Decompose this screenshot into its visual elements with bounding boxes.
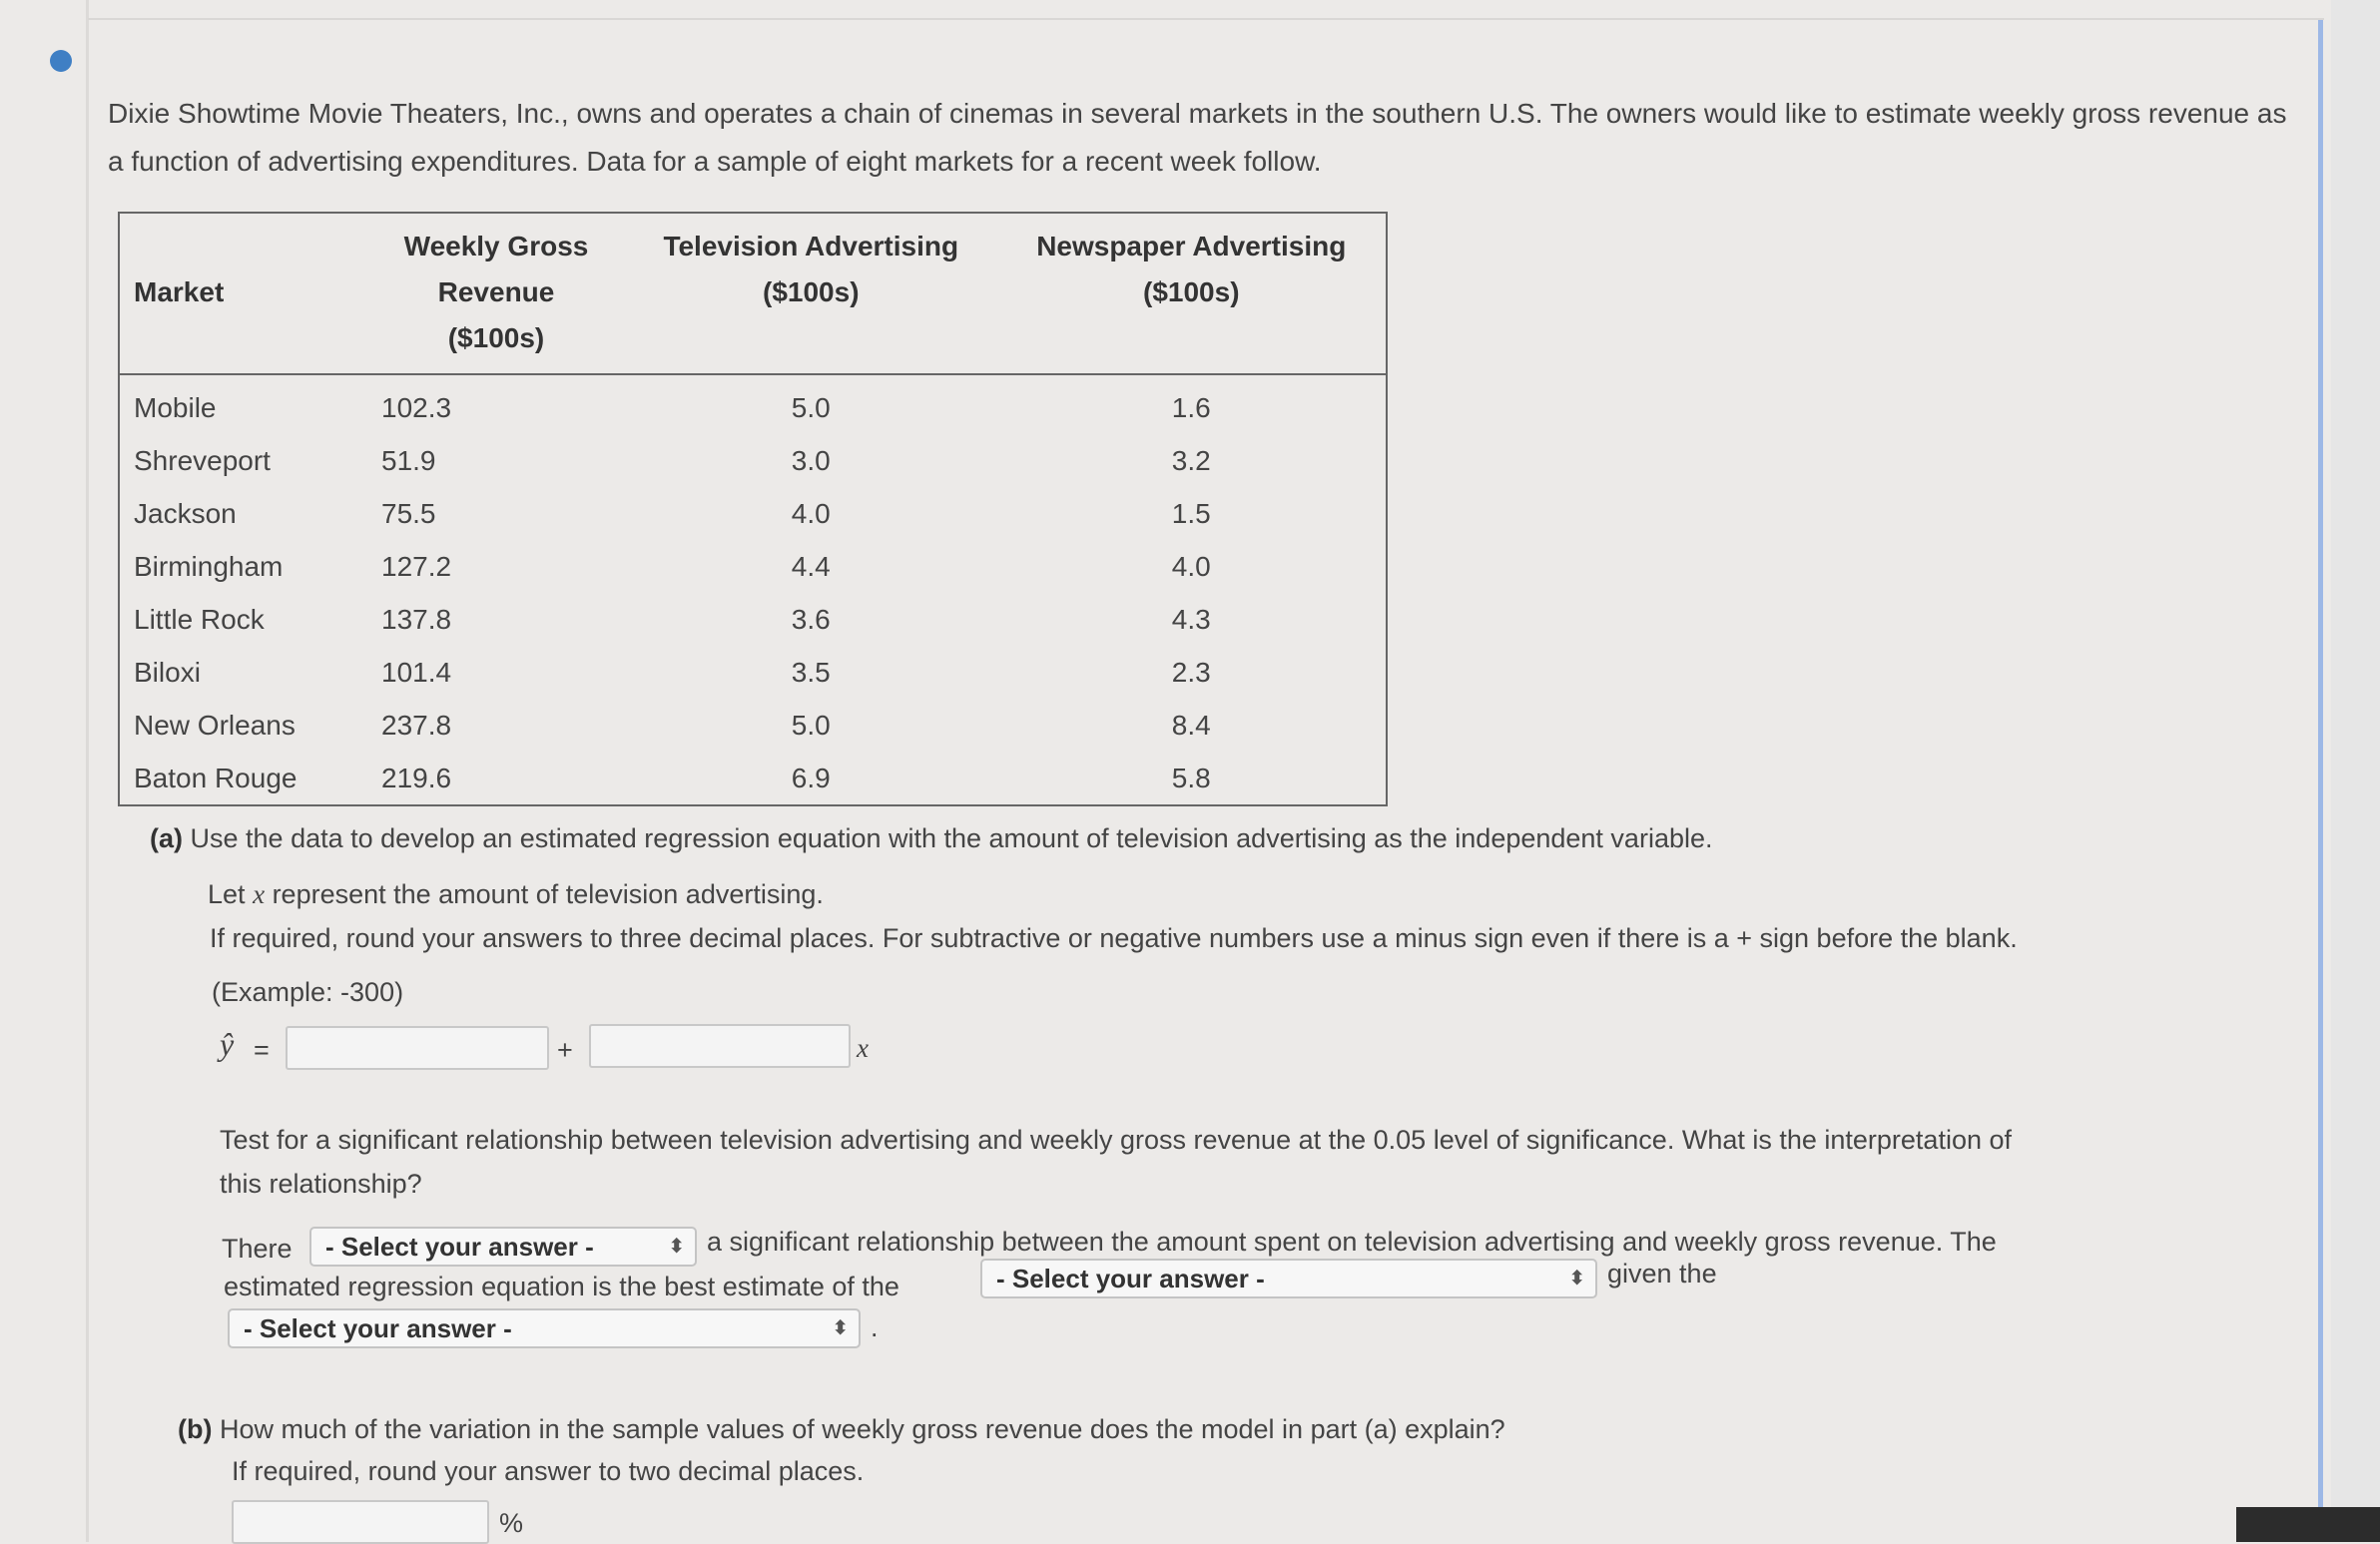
plus-sign: +	[557, 1035, 573, 1065]
table-row	[119, 699, 1387, 752]
significance-select[interactable]: - Select your answer - ⬍	[309, 1227, 697, 1267]
cell-market: Little Rock	[134, 603, 265, 635]
header-newspaper-advertising: Newspaper Advertising ($100s)	[997, 213, 1387, 374]
cell-tv: 6.9	[791, 762, 831, 793]
cell-market: Jackson	[134, 497, 237, 529]
updown-arrow-icon: ⬍	[1568, 1268, 1585, 1289]
cell-newspaper: 1.5	[1171, 497, 1211, 529]
cell-revenue: 102.3	[381, 391, 452, 423]
cell-newspaper: 5.8	[1171, 762, 1211, 793]
table-header-row	[119, 213, 1387, 374]
slope-input[interactable]	[589, 1024, 851, 1068]
part-a-label: (a)	[150, 823, 183, 853]
cell-revenue: 237.8	[381, 709, 452, 741]
cell-newspaper: 1.6	[1171, 391, 1211, 423]
cell-revenue: 219.6	[381, 762, 452, 793]
intercept-input[interactable]	[286, 1026, 549, 1070]
table-row	[119, 752, 1387, 805]
header-revenue: Weekly Gross Revenue ($100s)	[367, 213, 625, 374]
cell-revenue: 51.9	[381, 444, 436, 476]
table-row	[119, 540, 1387, 593]
given-the-label: given the	[1607, 1259, 1717, 1288]
equals-sign: =	[254, 1035, 270, 1065]
cell-market: New Orleans	[134, 709, 296, 741]
header-tv-advertising: Television Advertising ($100s)	[625, 213, 997, 374]
cell-newspaper: 4.0	[1171, 550, 1211, 582]
cell-newspaper: 3.2	[1171, 444, 1211, 476]
part-b-instructions: If required, round your answer to two decimal places.	[232, 1456, 865, 1486]
market-data-table	[118, 212, 1388, 806]
cell-revenue: 101.4	[381, 656, 452, 688]
cell-newspaper: 4.3	[1171, 603, 1211, 635]
cell-tv: 3.5	[791, 656, 831, 688]
cell-market: Birmingham	[134, 550, 284, 582]
header-market: Market	[119, 213, 367, 374]
cell-tv: 5.0	[791, 709, 831, 741]
variation-explained-input[interactable]	[232, 1500, 489, 1544]
part-a-instructions: If required, round your answers to three decimal places. For subtractive or negative numbers use a minus sign even if there is a + sign before the blank.	[210, 923, 2018, 953]
given-select[interactable]: - Select your answer - ⬍	[228, 1308, 861, 1348]
cell-revenue: 75.5	[381, 497, 436, 529]
cell-market: Biloxi	[134, 656, 201, 688]
part-b-label: (b)	[178, 1414, 213, 1444]
problem-intro: Dixie Showtime Movie Theaters, Inc., owns and operates a chain of cinemas in several markets in the southern U.S. The owners would like to estimate weekly gross revenue as a function of advertising expenditures. Data for a sample of eight markets for a recent week follow.	[108, 98, 2287, 177]
cell-market: Mobile	[134, 391, 217, 423]
sentence-estimated: estimated regression equation is the best estimate of the	[224, 1272, 899, 1301]
top-divider	[88, 18, 2324, 20]
updown-arrow-icon: ⬍	[832, 1317, 849, 1339]
part-a-question: (a) Use the data to develop an estimated regression equation with the amount of television advertising as the independent variable.	[150, 823, 1713, 853]
right-margin	[2331, 0, 2380, 1542]
question-status-dot	[50, 50, 72, 72]
table-row	[119, 593, 1387, 646]
table-row	[119, 434, 1387, 487]
right-border	[2318, 20, 2323, 1542]
estimate-select[interactable]: - Select your answer - ⬍	[980, 1259, 1597, 1298]
cell-tv: 4.0	[791, 497, 831, 529]
table-row	[119, 646, 1387, 699]
cell-revenue: 127.2	[381, 550, 452, 582]
there-label: There	[222, 1234, 293, 1264]
updown-arrow-icon: ⬍	[668, 1236, 685, 1258]
part-a-let-x: Let x represent the amount of television advertising.	[208, 879, 824, 909]
x-variable: x	[857, 1033, 869, 1063]
percent-unit: %	[499, 1508, 524, 1538]
cell-revenue: 137.8	[381, 603, 452, 635]
left-rule	[86, 0, 89, 1542]
bottom-shadow	[2236, 1507, 2380, 1542]
period: .	[871, 1312, 879, 1342]
cell-tv: 5.0	[791, 391, 831, 423]
y-hat-symbol: ŷ	[220, 1026, 235, 1062]
cell-market: Shreveport	[134, 444, 271, 476]
cell-tv: 3.0	[791, 444, 831, 476]
part-a-example: (Example: -300)	[212, 977, 404, 1007]
cell-tv: 3.6	[791, 603, 831, 635]
sentence-mid: a significant relationship between the amount spent on television advertising and weekly gross revenue. The	[707, 1227, 1997, 1257]
cell-newspaper: 8.4	[1171, 709, 1211, 741]
cell-tv: 4.4	[791, 550, 831, 582]
test-question: Test for a significant relationship between television advertising and weekly gross revenue at the 0.05 level of significance. What is the interpretation of this relationship?	[220, 1125, 2012, 1199]
table-row	[119, 374, 1387, 434]
cell-newspaper: 2.3	[1171, 656, 1211, 688]
table-row	[119, 487, 1387, 540]
cell-market: Baton Rouge	[134, 762, 298, 793]
part-b-question: (b) How much of the variation in the sample values of weekly gross revenue does the model in part (a) explain?	[178, 1414, 1505, 1444]
